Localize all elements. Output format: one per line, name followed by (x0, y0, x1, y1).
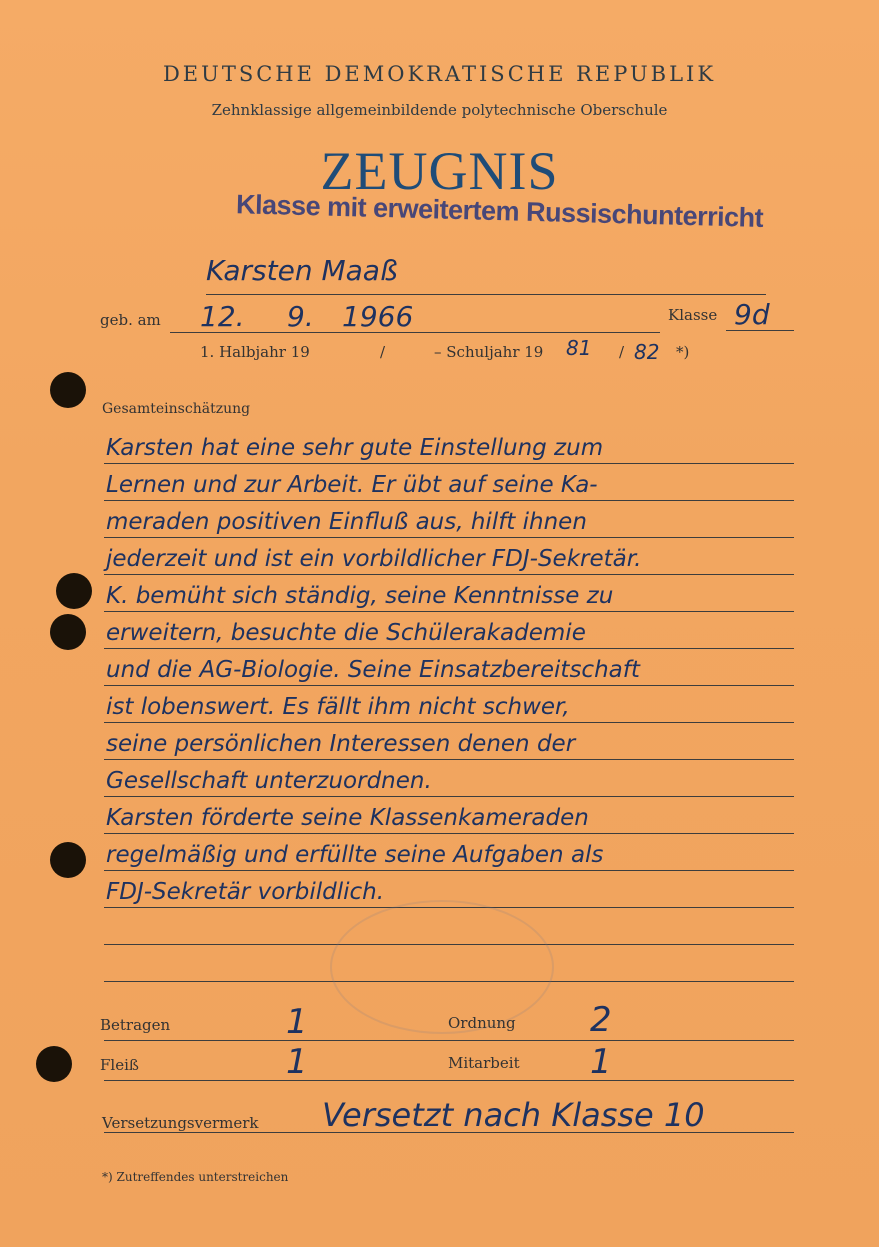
assessment-line (104, 463, 794, 501)
assessment-line (104, 685, 794, 723)
assessment-line (104, 426, 794, 464)
halbjahr-label: 1. Halbjahr 19 (200, 343, 310, 361)
punch-hole-2 (56, 573, 92, 609)
schuljahr-end: 82 (634, 340, 660, 364)
assessment-line-text: jederzeit und ist ein vorbildlicher FDJ-Sekretär. (106, 546, 642, 572)
promotion-value: Versetzt nach Klasse 10 (322, 1096, 705, 1134)
punch-hole-5 (36, 1046, 72, 1082)
assessment-line-text: ist lobenswert. Es fällt ihm nicht schwer, (106, 694, 570, 720)
schuljahr-separator: / (619, 343, 625, 361)
birth-month: 9. (287, 300, 314, 333)
class-line (726, 330, 794, 331)
assessment-line-text: und die AG-Biologie. Seine Einsatzbereitschaft (106, 657, 640, 683)
punch-hole-1 (50, 372, 86, 408)
assessment-label: Gesamteinschätzung (102, 401, 251, 417)
grades-line-2 (104, 1080, 794, 1081)
mitarbeit-grade: 1 (590, 1042, 612, 1082)
assessment-line (104, 796, 794, 834)
assessment-line (104, 759, 794, 797)
betragen-label: Betragen (100, 1016, 171, 1034)
assessment-line-text: Lernen und zur Arbeit. Er übt auf seine Ka- (106, 472, 598, 498)
country-heading: DEUTSCHE DEMOKRATISCHE REPUBLIK (162, 62, 717, 86)
assessment-line-text: K. bemüht sich ständig, seine Kenntnisse zu (106, 583, 614, 609)
assessment-line (104, 833, 794, 871)
promotion-line (104, 1132, 794, 1133)
betragen-grade: 1 (286, 1002, 308, 1042)
fleiss-grade: 1 (286, 1042, 308, 1082)
asterisk-note: *) (676, 343, 690, 361)
class-label: Klasse (668, 306, 718, 324)
mitarbeit-label: Mitarbeit (448, 1054, 520, 1072)
assessment-line (104, 574, 794, 612)
student-name: Karsten Maaß (206, 254, 398, 287)
assessment-line-text: Karsten förderte seine Klassenkameraden (106, 805, 589, 831)
punch-hole-4 (50, 842, 86, 878)
fleiss-label: Fleiß (100, 1056, 139, 1074)
assessment-line-text: regelmäßig und erfüllte seine Aufgaben als (106, 842, 604, 868)
schuljahr-start: 81 (566, 336, 592, 360)
punch-hole-3 (50, 614, 86, 650)
footnote: *) Zutreffendes unterstreichen (102, 1170, 289, 1184)
document-title: ZEUGNIS (320, 141, 559, 201)
school-type: Zehnklassige allgemeinbildende polytechnische Oberschule (211, 101, 668, 119)
name-line (206, 294, 766, 295)
ordnung-label: Ordnung (448, 1014, 516, 1032)
assessment-line-text: Karsten hat eine sehr gute Einstellung zum (106, 435, 604, 461)
assessment-line (104, 722, 794, 760)
class-stamp: Klasse mit erweitertem Russischunterricht (235, 189, 764, 233)
birth-line (170, 332, 660, 333)
birth-label: geb. am (100, 311, 161, 329)
grades-line-1 (104, 1040, 794, 1041)
school-seal (330, 900, 554, 1034)
halbjahr-separator: / (380, 343, 386, 361)
ordnung-grade: 2 (590, 1000, 612, 1040)
assessment-line-text: erweitern, besuchte die Schülerakademie (106, 620, 586, 646)
schuljahr-label: – Schuljahr 19 (434, 343, 544, 361)
assessment-line (104, 500, 794, 538)
assessment-line-text: seine persönlichen Interessen denen der (106, 731, 576, 757)
class-value: 9d (734, 298, 770, 331)
assessment-line-text: meraden positiven Einfluß aus, hilft ihnen (106, 509, 587, 535)
assessment-line-text: FDJ-Sekretär vorbildlich. (106, 879, 385, 905)
promotion-label: Versetzungsvermerk (102, 1114, 259, 1132)
assessment-line (104, 537, 794, 575)
birth-year: 1966 (342, 300, 414, 333)
assessment-line (104, 611, 794, 649)
assessment-line-text: Gesellschaft unterzuordnen. (106, 768, 432, 794)
birth-day: 12. (200, 300, 245, 333)
assessment-line (104, 648, 794, 686)
